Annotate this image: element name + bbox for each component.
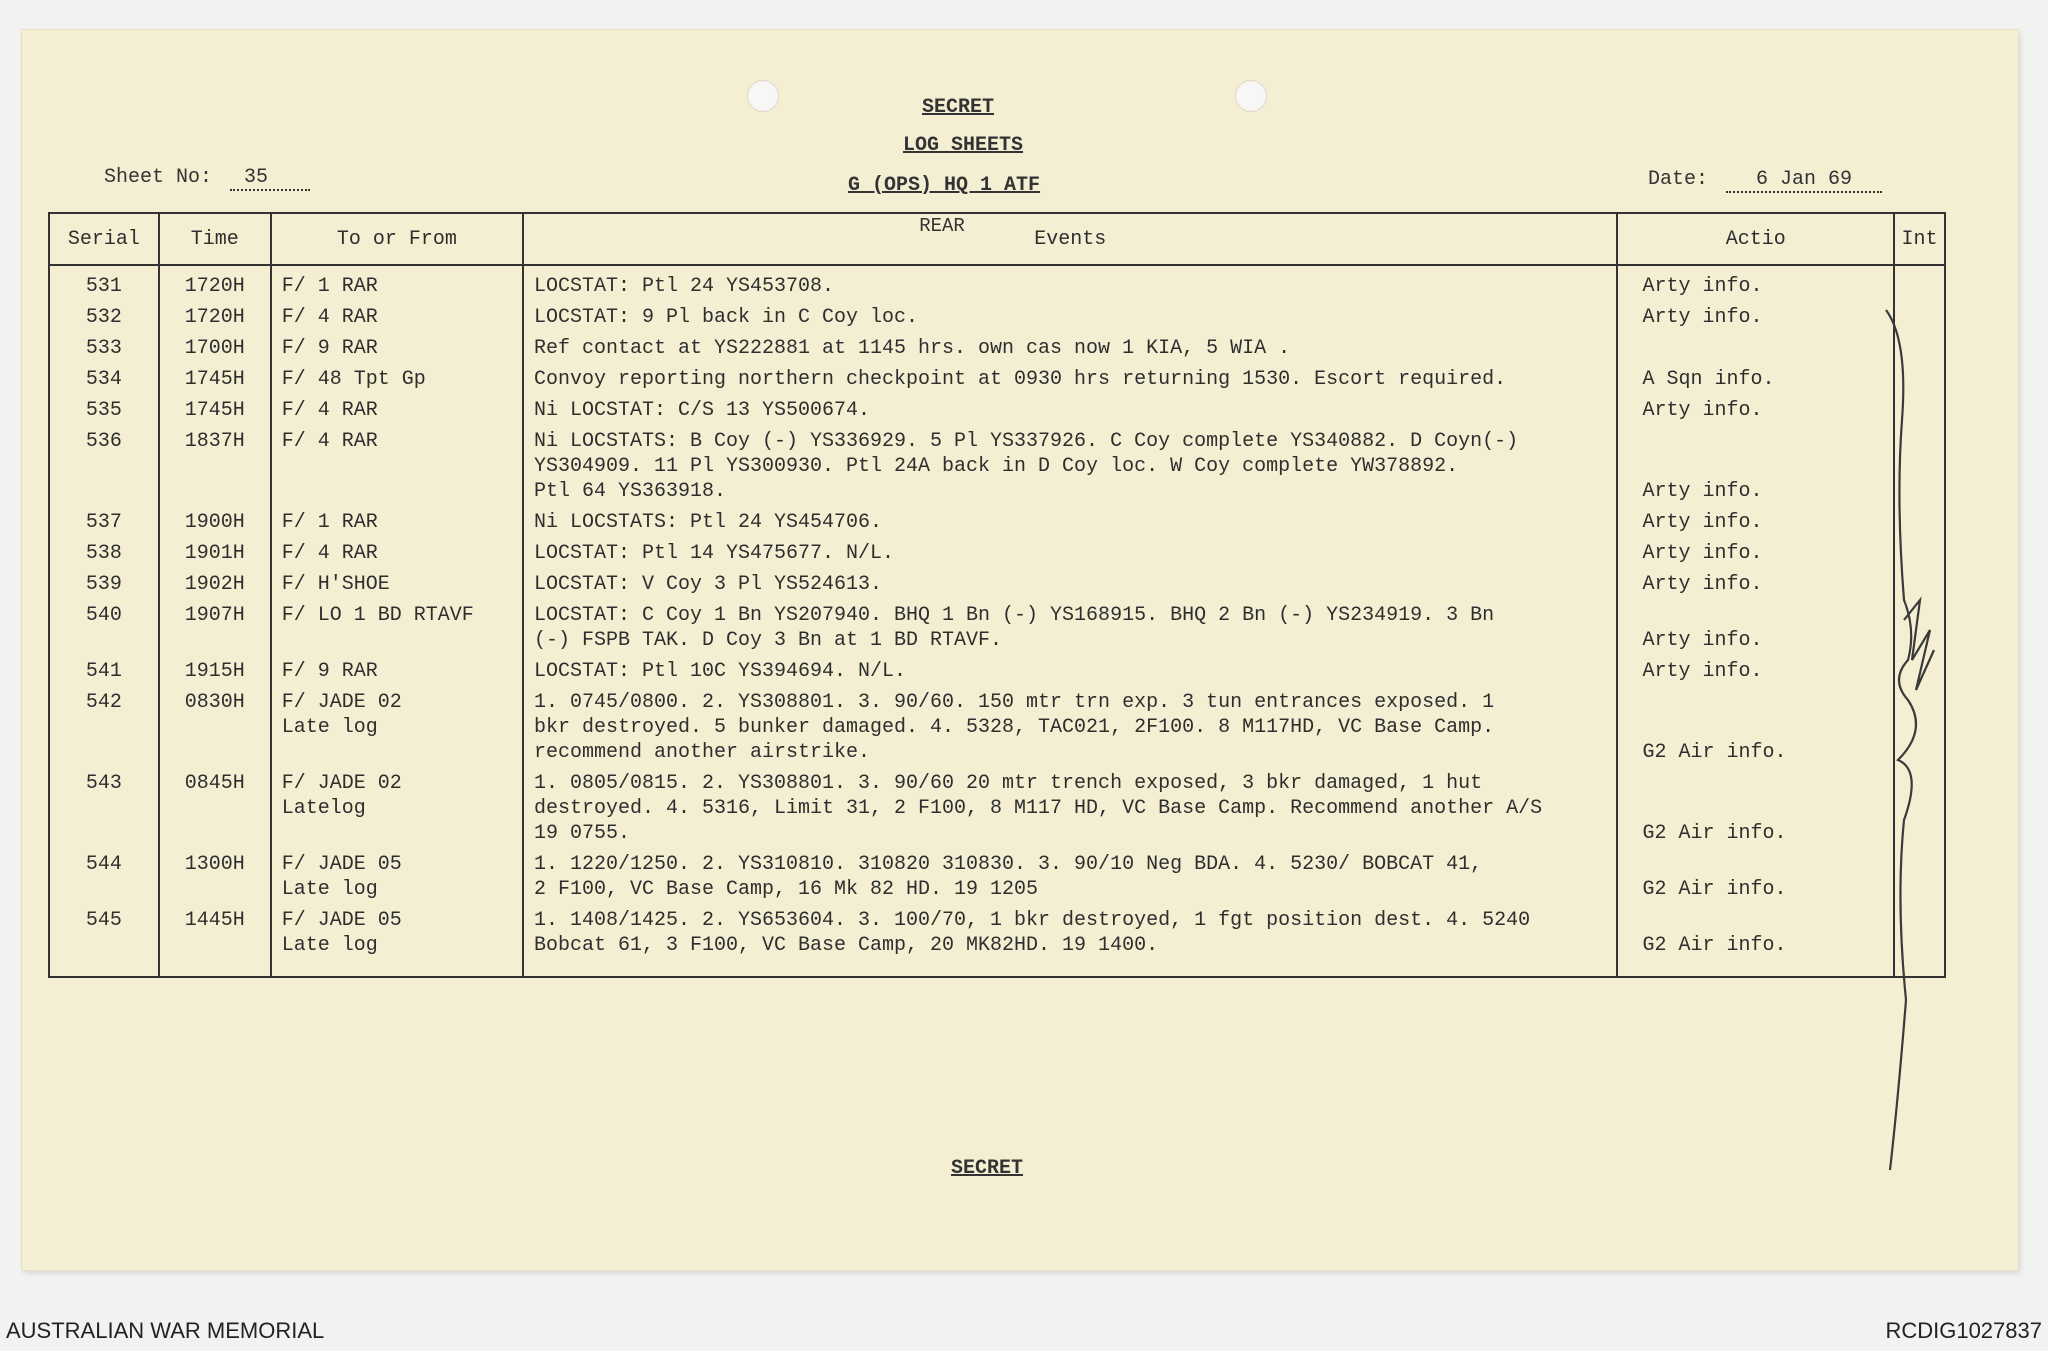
action-cell: G2 Air info. bbox=[1617, 687, 1894, 768]
table-row bbox=[49, 849, 1945, 905]
to-from-text: F/ 9 RAR bbox=[281, 337, 378, 360]
action-cell bbox=[1617, 333, 1894, 364]
time-cell: 1837H bbox=[159, 426, 271, 507]
time-cell: 1300H bbox=[159, 849, 271, 905]
table-row bbox=[49, 905, 1945, 977]
to-from-note: Late log bbox=[281, 934, 378, 957]
column-header-time: Time bbox=[159, 213, 271, 265]
archive-record-id: RCDIG1027837 bbox=[1885, 1318, 2042, 1343]
table-row bbox=[49, 687, 1945, 768]
punch-hole-left bbox=[747, 80, 779, 112]
to-from-cell bbox=[271, 600, 523, 656]
date-value: 6 Jan 69 bbox=[1726, 168, 1882, 193]
time-cell: 1902H bbox=[159, 569, 271, 600]
action-cell: G2 Air info. bbox=[1617, 849, 1894, 905]
to-from-note: Late log bbox=[281, 878, 378, 901]
serial-cell: 543 bbox=[49, 768, 159, 849]
action-cell: Arty info. bbox=[1617, 507, 1894, 538]
time-cell: 1720H bbox=[159, 265, 271, 302]
time-cell: 1700H bbox=[159, 333, 271, 364]
action-cell: Arty info. bbox=[1617, 656, 1894, 687]
serial-cell: 532 bbox=[49, 302, 159, 333]
events-cell: 1. 0805/0815. 2. YS308801. 3. 90/60 20 mtr trench exposed, 3 bkr damaged, 1 hut destroyed. 4. 5316, Limit 31, 2 F100, 8 M117 HD, VC Base Camp. Recommend another A/S 19 0755. bbox=[523, 768, 1617, 849]
to-from-note: Late log bbox=[281, 716, 378, 739]
action-cell: Arty info. bbox=[1617, 302, 1894, 333]
action-cell: Arty info. bbox=[1617, 538, 1894, 569]
action-cell: G2 Air info. bbox=[1617, 768, 1894, 849]
to-from-cell bbox=[271, 302, 523, 333]
column-header-action: Actio bbox=[1617, 213, 1894, 265]
to-from-text: F/ JADE 05 bbox=[281, 853, 402, 876]
to-from-cell bbox=[271, 656, 523, 687]
table-row bbox=[49, 302, 1945, 333]
column-header-to-or-from: To or From bbox=[271, 213, 523, 265]
time-cell: 1900H bbox=[159, 507, 271, 538]
table-row bbox=[49, 364, 1945, 395]
int-cell bbox=[1894, 265, 1945, 302]
time-cell: 0830H bbox=[159, 687, 271, 768]
serial-cell: 541 bbox=[49, 656, 159, 687]
to-from-text: F/ 4 RAR bbox=[281, 542, 378, 565]
classification-footer: SECRET bbox=[950, 1157, 1024, 1180]
events-cell: Ni LOCSTATS: Ptl 24 YS454706. bbox=[523, 507, 1617, 538]
sheet-number-value: 35 bbox=[230, 166, 310, 191]
serial-cell: 542 bbox=[49, 687, 159, 768]
events-cell: LOCSTAT: Ptl 10C YS394694. N/L. bbox=[523, 656, 1617, 687]
to-from-cell bbox=[271, 333, 523, 364]
to-from-note: Latelog bbox=[281, 797, 366, 820]
to-from-text: F/ 4 RAR bbox=[281, 399, 378, 422]
serial-cell: 545 bbox=[49, 905, 159, 977]
serial-cell: 536 bbox=[49, 426, 159, 507]
table-row bbox=[49, 395, 1945, 426]
action-cell: Arty info. bbox=[1617, 600, 1894, 656]
time-cell: 0845H bbox=[159, 768, 271, 849]
events-cell: LOCSTAT: Ptl 24 YS453708. bbox=[523, 265, 1617, 302]
events-cell: 1. 1408/1425. 2. YS653604. 3. 100/70, 1 bkr destroyed, 1 fgt position dest. 4. 5240 Bobcat 61, 3 F100, VC Base Camp, 20 MK82HD. 19 1400. bbox=[523, 905, 1617, 977]
date-label: Date: bbox=[1648, 168, 1709, 191]
serial-cell: 540 bbox=[49, 600, 159, 656]
events-cell: LOCSTAT: Ptl 14 YS475677. N/L. bbox=[523, 538, 1617, 569]
to-from-text: F/ 4 RAR bbox=[281, 306, 378, 329]
serial-cell: 537 bbox=[49, 507, 159, 538]
archive-credit: AUSTRALIAN WAR MEMORIAL bbox=[6, 1318, 325, 1343]
time-cell: 1915H bbox=[159, 656, 271, 687]
to-from-cell bbox=[271, 905, 523, 977]
table-row bbox=[49, 538, 1945, 569]
serial-cell: 531 bbox=[49, 265, 159, 302]
action-cell: Arty info. bbox=[1617, 569, 1894, 600]
time-cell: 1745H bbox=[159, 395, 271, 426]
serial-cell: 534 bbox=[49, 364, 159, 395]
serial-cell: 533 bbox=[49, 333, 159, 364]
to-from-text: F/ 1 RAR bbox=[281, 511, 378, 534]
events-cell: 1. 1220/1250. 2. YS310810. 310820 310830. 3. 90/10 Neg BDA. 4. 5230/ BOBCAT 41, 2 F100, VC Base Camp, 16 Mk 82 HD. 19 1205 bbox=[523, 849, 1617, 905]
to-from-text: F/ JADE 02 bbox=[281, 772, 402, 795]
to-from-text: F/ 9 RAR bbox=[281, 660, 378, 683]
to-from-text: F/ 1 RAR bbox=[281, 275, 378, 298]
column-header-serial: Serial bbox=[49, 213, 159, 265]
initials-scribble bbox=[1904, 600, 1934, 690]
table-row bbox=[49, 569, 1945, 600]
time-cell: 1745H bbox=[159, 364, 271, 395]
serial-cell: 539 bbox=[49, 569, 159, 600]
to-from-cell bbox=[271, 538, 523, 569]
table-row bbox=[49, 656, 1945, 687]
events-cell: Ref contact at YS222881 at 1145 hrs. own cas now 1 KIA, 5 WIA . bbox=[523, 333, 1617, 364]
serial-cell: 535 bbox=[49, 395, 159, 426]
table-row bbox=[49, 507, 1945, 538]
table-row bbox=[49, 333, 1945, 364]
table-row bbox=[49, 600, 1945, 656]
action-cell: Arty info. bbox=[1617, 265, 1894, 302]
to-from-cell bbox=[271, 849, 523, 905]
table-header-row bbox=[49, 213, 1945, 265]
events-cell: LOCSTAT: V Coy 3 Pl YS524613. bbox=[523, 569, 1617, 600]
to-from-text: F/ JADE 05 bbox=[281, 909, 402, 932]
to-from-text: F/ LO 1 BD RTAVF bbox=[281, 604, 474, 627]
location-heading: REAR bbox=[919, 215, 965, 237]
time-cell: 1720H bbox=[159, 302, 271, 333]
serial-cell: 538 bbox=[49, 538, 159, 569]
log-table bbox=[48, 212, 1946, 978]
classification-header: SECRET bbox=[921, 96, 995, 119]
to-from-cell bbox=[271, 426, 523, 507]
serial-cell: 544 bbox=[49, 849, 159, 905]
sheet-number-label: Sheet No: bbox=[104, 166, 213, 189]
to-from-text: F/ H'SHOE bbox=[281, 573, 390, 596]
action-cell: A Sqn info. bbox=[1617, 364, 1894, 395]
punch-hole-right bbox=[1235, 80, 1267, 112]
to-from-cell bbox=[271, 364, 523, 395]
events-cell: Convoy reporting northern checkpoint at 0930 hrs returning 1530. Escort required. bbox=[523, 364, 1617, 395]
action-cell: Arty info. bbox=[1617, 426, 1894, 507]
to-from-text: F/ 4 RAR bbox=[281, 430, 378, 453]
document-title: LOG SHEETS bbox=[902, 134, 1024, 157]
time-cell: 1907H bbox=[159, 600, 271, 656]
events-cell: LOCSTAT: 9 Pl back in C Coy loc. bbox=[523, 302, 1617, 333]
time-cell: 1901H bbox=[159, 538, 271, 569]
events-cell: Ni LOCSTATS: B Coy (-) YS336929. 5 Pl YS337926. C Coy complete YS340882. D Coyn(-) YS304909. 11 Pl YS300930. Ptl 24A back in D Coy loc. W Coy complete YW378892. Ptl 64 YS363918. bbox=[523, 426, 1617, 507]
events-cell: Ni LOCSTAT: C/S 13 YS500674. bbox=[523, 395, 1617, 426]
time-cell: 1445H bbox=[159, 905, 271, 977]
events-cell: LOCSTAT: C Coy 1 Bn YS207940. BHQ 1 Bn (-) YS168915. BHQ 2 Bn (-) YS234919. 3 Bn (-) FSPB TAK. D Coy 3 Bn at 1 BD RTAVF. bbox=[523, 600, 1617, 656]
table-row bbox=[49, 768, 1945, 849]
sheet-number-field bbox=[104, 166, 310, 189]
date-field bbox=[1648, 168, 1882, 191]
to-from-cell bbox=[271, 265, 523, 302]
initials-stroke bbox=[1886, 310, 1916, 1170]
unit-heading: G (OPS) HQ 1 ATF bbox=[847, 174, 1041, 197]
to-from-cell bbox=[271, 768, 523, 849]
to-from-cell bbox=[271, 507, 523, 538]
to-from-text: F/ 48 Tpt Gp bbox=[281, 368, 426, 391]
table-row bbox=[49, 265, 1945, 302]
column-header-events: Events bbox=[523, 213, 1617, 265]
to-from-cell bbox=[271, 569, 523, 600]
events-cell: 1. 0745/0800. 2. YS308801. 3. 90/60. 150 mtr trn exp. 3 tun entrances exposed. 1 bkr destroyed. 5 bunker damaged. 4. 5328, TAC021, 2F100. 8 M117HD, VC Base Camp. recommend another airstrike. bbox=[523, 687, 1617, 768]
to-from-cell bbox=[271, 395, 523, 426]
to-from-text: F/ JADE 02 bbox=[281, 691, 402, 714]
handwritten-initials-mark bbox=[1868, 300, 1948, 1180]
column-header-int: Int bbox=[1894, 213, 1945, 265]
to-from-cell bbox=[271, 687, 523, 768]
action-cell: G2 Air info. bbox=[1617, 905, 1894, 977]
action-cell: Arty info. bbox=[1617, 395, 1894, 426]
table-row bbox=[49, 426, 1945, 507]
